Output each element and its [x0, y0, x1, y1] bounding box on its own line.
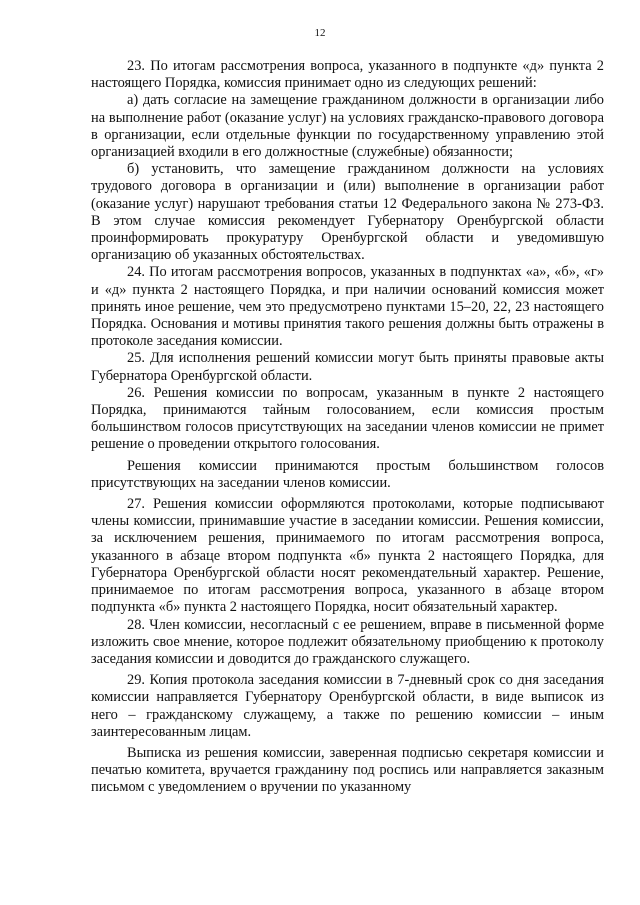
paragraph-25: 25. Для исполнения решений комиссии могут быть приняты правовые акты Губернатора Оренбургской области. — [91, 350, 604, 384]
document-body — [91, 58, 604, 797]
paragraph-23-a: а) дать согласие на замещение гражданином должности в организации либо на выполнение работ (оказание услуг) на условиях гражданско-правового договора в организации, если отдельные функции по государственному управлению этой организацией входили в его должностные (служебные) обязанности; — [91, 92, 604, 161]
paragraph-26-voting: Решения комиссии принимаются простым большинством голосов присутствующих на заседании членов комиссии. — [91, 457, 604, 491]
paragraph-23-b: б) установить, что замещение гражданином должности на условиях трудового договора в организации и (или) выполнение в организации работ (оказание услуг) нарушают требования статьи 12 Федерального закона № 273-ФЗ. В этом случае комиссия рекомендует Губернатору Оренбургской области проинформировать прокуратуру Оренбургской области и уведомившую организацию об указанных обстоятельствах. — [91, 161, 604, 264]
paragraph-29: 29. Копия протокола заседания комиссии в 7-дневный срок со дня заседания комиссии направляется Губернатору Оренбургской области, в виде выписок из него – гражданскому служащему, а также по решению комиссии – иным заинтересованным лицам. — [91, 672, 604, 740]
paragraph-23: 23. По итогам рассмотрения вопроса, указанного в подпункте «д» пункта 2 настоящего Порядка, комиссия принимает одно из следующих решений: — [91, 58, 604, 92]
paragraph-24: 24. По итогам рассмотрения вопросов, указанных в подпунктах «а», «б», «г» и «д» пункта 2 настоящего Порядка, и при наличии оснований комиссия может принять иное решение, чем это предусмотрено пунктами 15–20, 22, 23 настоящего Порядка. Основания и мотивы принятия такого решения должны быть отражены в протоколе заседания комиссии. — [91, 264, 604, 350]
paragraph-28: 28. Член комиссии, несогласный с ее решением, вправе в письменной форме изложить свое мнение, которое подлежит обязательному приобщению к протоколу заседания комиссии и доводится до гражданского служащего. — [91, 616, 604, 667]
page-number: 12 — [314, 27, 326, 39]
paragraph-26: 26. Решения комиссии по вопросам, указанным в пункте 2 настоящего Порядка, принимаются тайным голосованием, если комиссия простым большинством голосов присутствующих на заседании членов комиссии не примет решение о проведении открытого голосования. — [91, 384, 604, 453]
paragraph-27: 27. Решения комиссии оформляются протоколами, которые подписывают члены комиссии, принимавшие участие в заседании комиссии. Решения комиссии, за исключением решения, принимаемого по итогам рассмотрения вопроса, указанного в абзаце втором подпункта «б» пункта 2 настоящего Порядка, для Губернатора Оренбургской области носят рекомендательный характер. Решение, принимаемое по итогам рассмотрения вопроса, указанного в абзаце втором подпункта «б» пункта 2 настоящего Порядка, носит обязательный характер. — [91, 496, 604, 616]
paragraph-29-extract: Выписка из решения комиссии, заверенная подписью секретаря комиссии и печатью комитета, вручается гражданину под роспись или направляется заказным письмом с уведомлением о вручении по указанному — [91, 744, 604, 796]
